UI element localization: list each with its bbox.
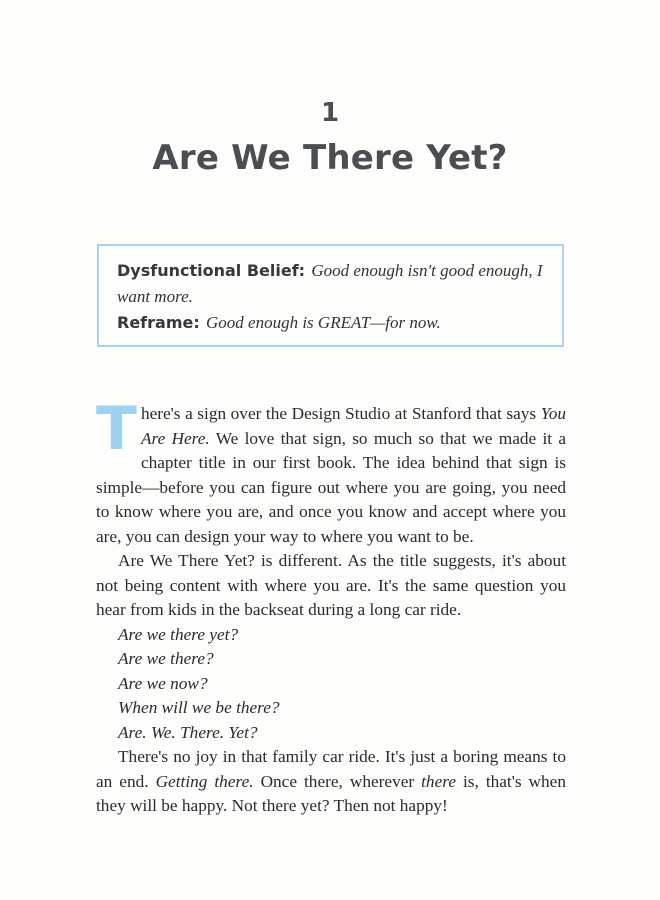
verse-line: Are. We. There. Yet? [118,722,258,742]
dysfunctional-belief-text: Good enough isn't good enough, I want more. [117,261,543,306]
paragraph-3-part-b: Once there, wherever [253,771,422,791]
body-text [96,394,566,819]
paragraph-3 [96,745,566,819]
drop-cap: T [96,394,137,464]
paragraph-3-italic-1: Getting there. [155,771,254,791]
paragraph-1-part-a: here's a sign over the Design Studio at Stanford that says [140,404,541,423]
verse-line: When will we be there? [118,698,280,717]
paragraph-1-italic: You Are Here. [140,404,566,448]
dysfunctional-belief-label: Dysfunctional Belief: [117,261,306,280]
paragraph-3-italic-2: there [421,771,456,791]
paragraph-3-part-c: is, that's when they will be happy. Not there yet? Then not happy! [96,771,566,815]
verse-line: Are we now? [118,673,208,693]
reframe-text: Good enough is GREAT—for now. [206,313,441,332]
chapter-title: Are We There Yet? [152,138,508,178]
paragraph-2: Are We There Yet? is different. As the title suggests, it's about not being content with where you are. It's the same question you hear from kids in the backseat during a long car ride. [96,551,566,619]
dysfunctional-belief [117,258,544,310]
reframe-label: Reframe: [117,313,200,332]
verse-line: Are we there yet? [118,624,239,644]
paragraph-3-part-a: There's no joy in that family car ride. It's just a boring means to an end. [96,747,566,791]
paragraph-1 [96,394,566,549]
paragraph-1-part-b: We love that sign, so much so that we made it a chapter title in our first book. The idea behind that sign is simple—before you can figure out where you are going, you need to know where you are, and once you know and accept where you are, you can design your way to where you want to be. [96,428,566,546]
chapter-number: 1 [320,98,340,128]
reframe [117,310,544,336]
verse-line: Are we there? [118,649,214,668]
belief-box [97,244,564,347]
